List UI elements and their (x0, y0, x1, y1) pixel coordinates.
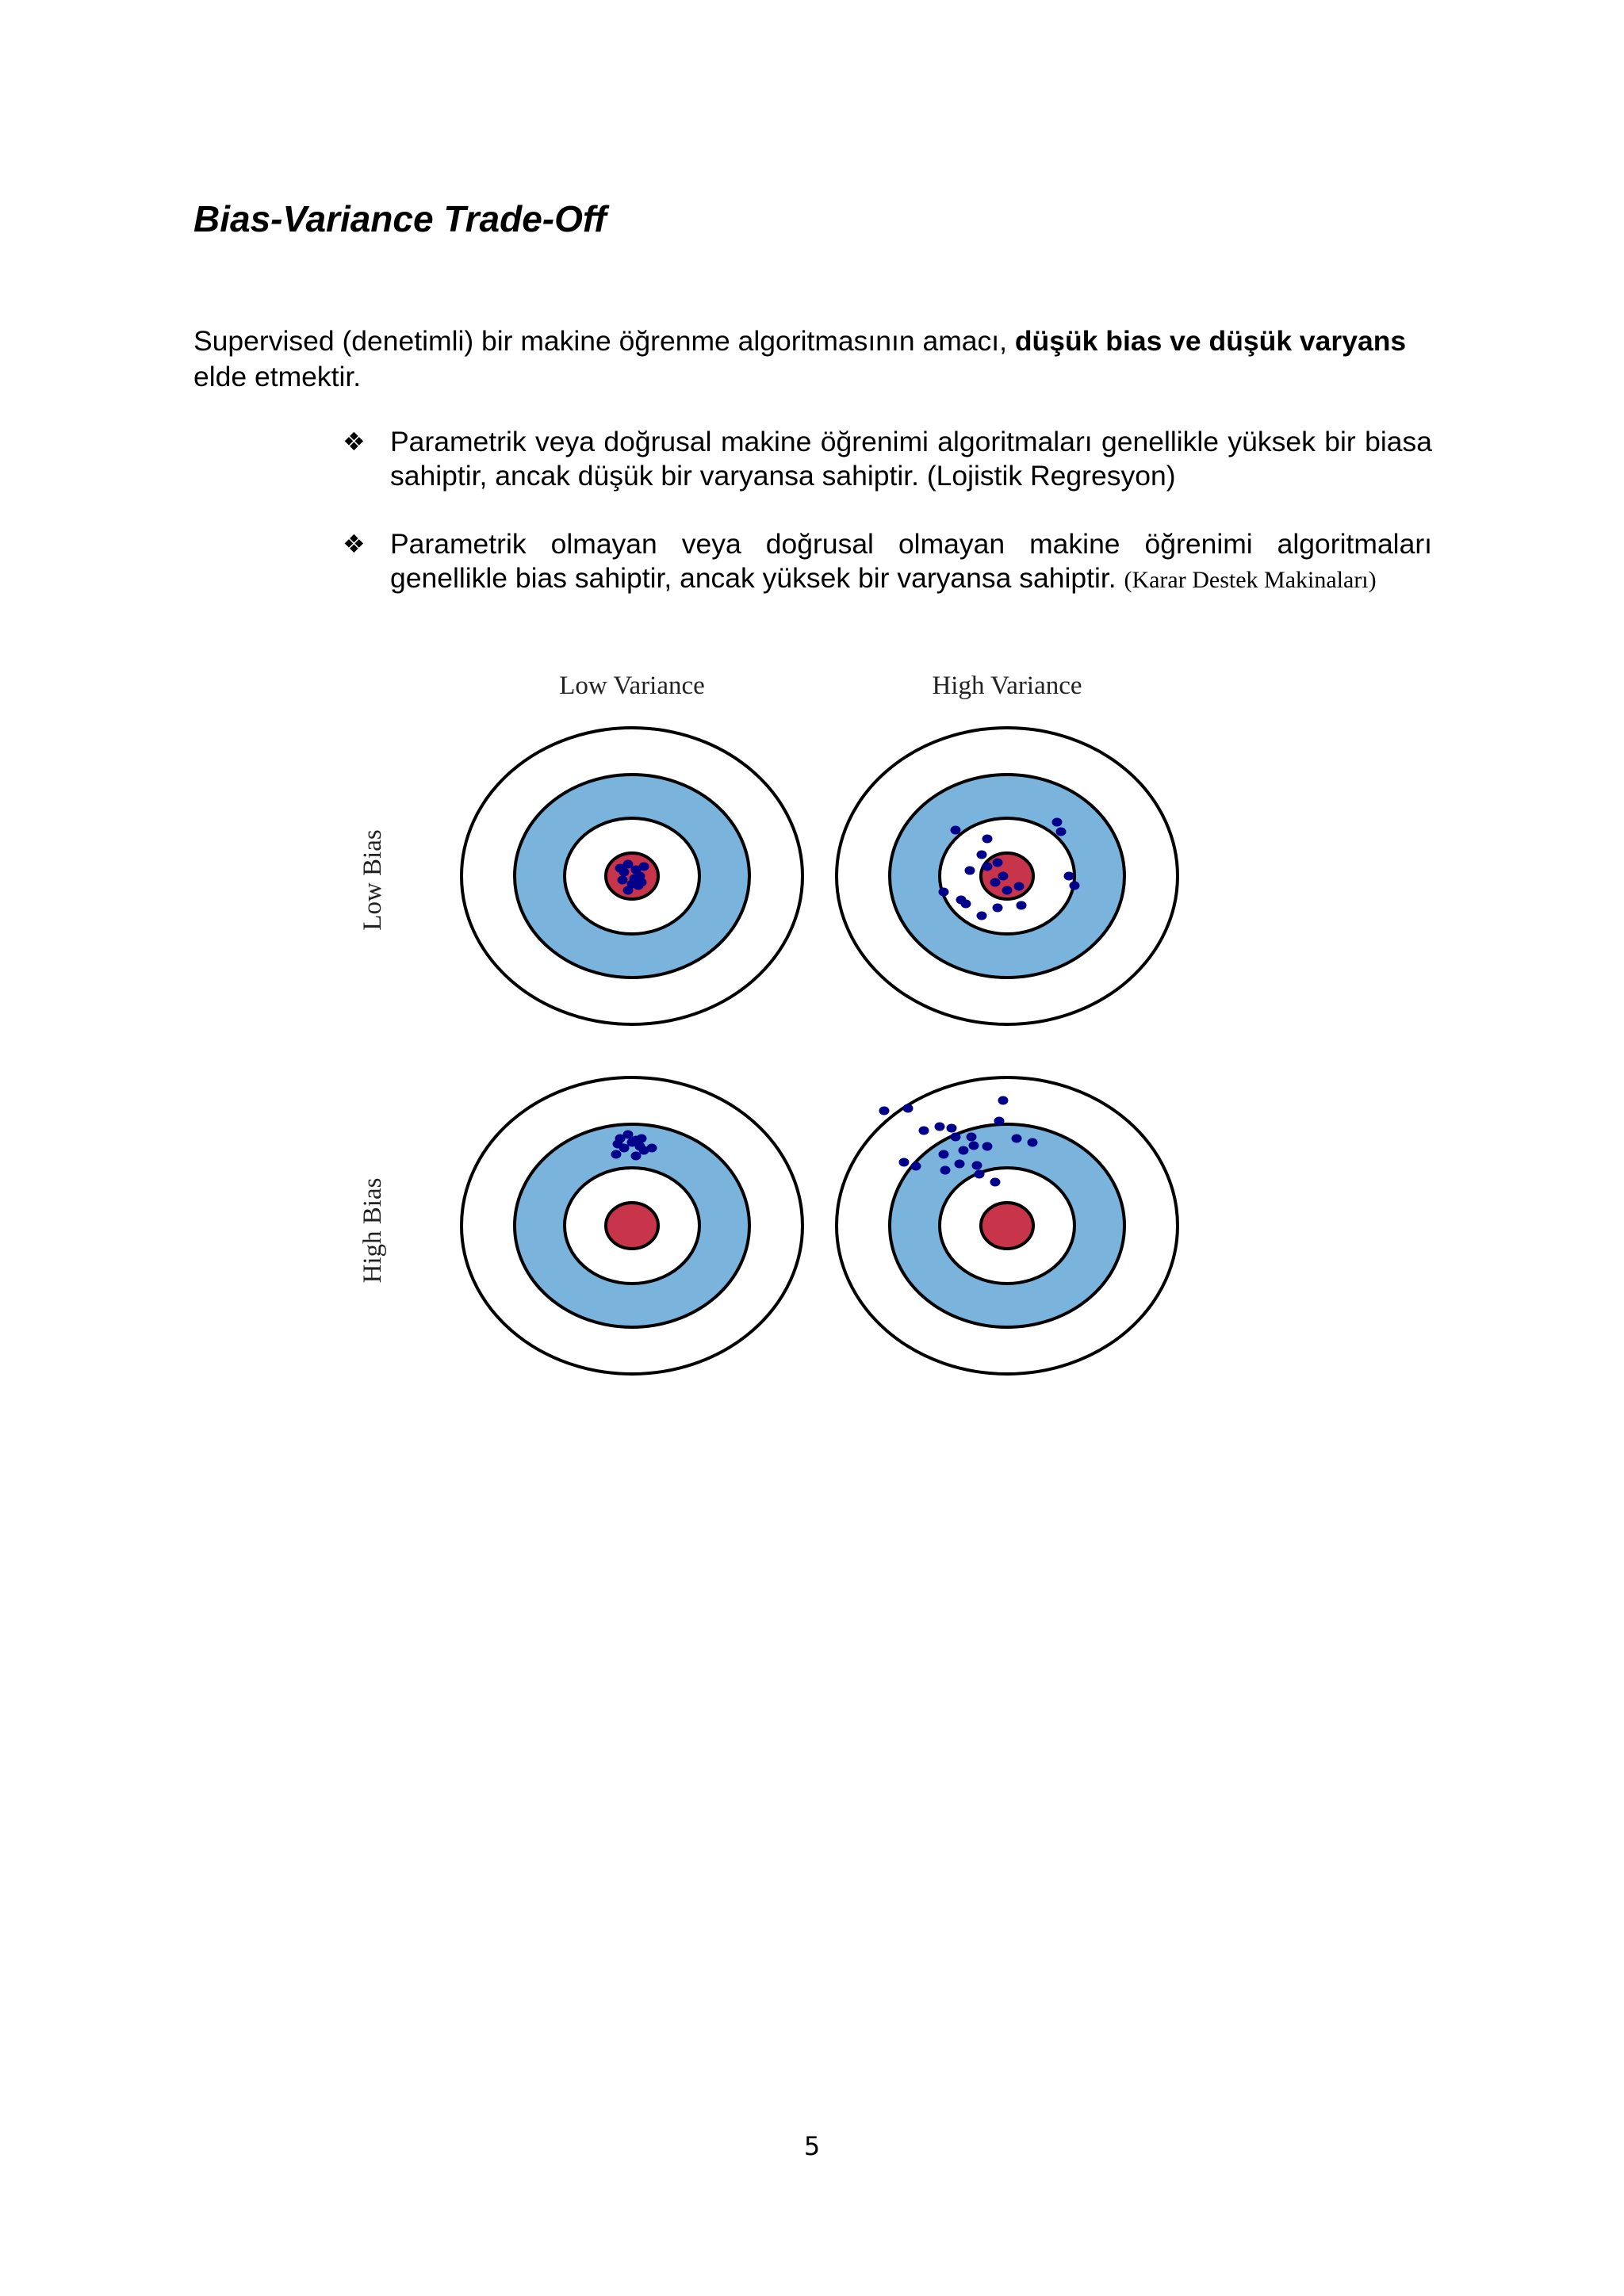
data-point (623, 886, 634, 895)
data-point (982, 863, 993, 871)
data-point (911, 1162, 921, 1171)
data-point (647, 1144, 657, 1153)
row-label-low-bias: Low Bias (358, 829, 387, 931)
target-high-bias-high-variance (837, 1077, 1178, 1374)
row-label-high-bias: High Bias (358, 1177, 387, 1284)
intro-paragraph (193, 323, 1431, 395)
column-label-low-variance: Low Variance (559, 672, 705, 700)
target-high-bias-low-variance (462, 1077, 802, 1374)
page-number: 5 (803, 2131, 821, 2161)
data-point (611, 1150, 622, 1159)
data-point (1012, 1135, 1022, 1143)
data-point (972, 1161, 982, 1170)
data-point (631, 1152, 642, 1161)
data-point (1056, 828, 1067, 836)
data-point (975, 1170, 985, 1179)
data-point (990, 1178, 1001, 1187)
data-point (994, 1117, 1005, 1126)
bullet-list (339, 425, 1432, 631)
data-point (1052, 818, 1063, 827)
data-point (623, 1131, 634, 1139)
data-point (977, 912, 987, 920)
data-point (940, 1166, 951, 1175)
data-point (982, 1142, 993, 1151)
data-point (993, 859, 1003, 867)
data-point (919, 1127, 929, 1135)
bullet-item-parametric (339, 425, 1432, 493)
data-point (955, 1160, 965, 1169)
column-label-high-variance: High Variance (932, 672, 1082, 700)
data-point (982, 835, 993, 844)
data-point (939, 1150, 949, 1159)
intro-text-start: Supervised (denetimli) bir makine öğrenme algoritmasının amacı, (193, 325, 1015, 357)
data-point (630, 874, 640, 883)
bullseye (606, 1203, 658, 1249)
intro-text-end: elde etmektir. (193, 361, 362, 392)
bullet-item-nonparametric (339, 527, 1432, 597)
intro-bold-phrase: düşük bias ve düşük varyans (1014, 325, 1407, 357)
data-point (959, 1146, 969, 1155)
data-point (939, 888, 949, 897)
target-low-bias-high-variance (837, 728, 1178, 1024)
data-point (903, 1104, 914, 1113)
data-point (965, 867, 975, 875)
diamond-bullet-icon: ❖ (343, 529, 366, 559)
data-point (990, 878, 1001, 887)
data-point (977, 851, 987, 859)
data-point (935, 1123, 945, 1131)
data-point (879, 1107, 890, 1115)
data-point (613, 1140, 623, 1149)
data-point (951, 826, 961, 835)
data-point (1017, 901, 1027, 910)
target-low-bias-low-variance (462, 728, 802, 1024)
bullseye (981, 1203, 1033, 1249)
bullet-text: Parametrik veya doğrusal makine öğrenimi algoritmaları genellikle yüksek bir biasa sahiptir, ancak düşük bir varyansa sahiptir. (Lojistik Regresyon) (390, 426, 1432, 492)
data-point (998, 872, 1009, 881)
data-point (618, 876, 628, 885)
bullet-citation: (Karar Destek Makinaları) (1124, 567, 1377, 593)
data-point (899, 1158, 910, 1167)
bias-variance-figure (349, 658, 1237, 1387)
data-point (1070, 882, 1080, 890)
data-point (969, 1142, 979, 1150)
data-point (1064, 872, 1074, 881)
data-point (1028, 1138, 1038, 1147)
data-point (637, 1135, 647, 1143)
page-title: Bias-Variance Trade-Off (193, 198, 607, 239)
bullet-text: Parametrik olmayan veya doğrusal olmayan makine öğrenimi algoritmaları genellikle bias sahiptir, ancak yüksek bir varyansa sahiptir. (390, 528, 1432, 594)
data-point (947, 1124, 957, 1133)
data-point (956, 896, 967, 905)
data-point (627, 1138, 638, 1147)
targets-group (462, 728, 1178, 1374)
data-point (951, 1133, 961, 1142)
data-point (1014, 882, 1025, 891)
data-point (993, 904, 1003, 913)
data-point (1002, 886, 1013, 895)
bias-variance-targets (349, 658, 1237, 1387)
data-point (967, 1133, 977, 1142)
data-point (639, 863, 649, 871)
data-point (998, 1096, 1009, 1105)
data-point (615, 864, 626, 873)
diamond-bullet-icon: ❖ (343, 427, 366, 457)
